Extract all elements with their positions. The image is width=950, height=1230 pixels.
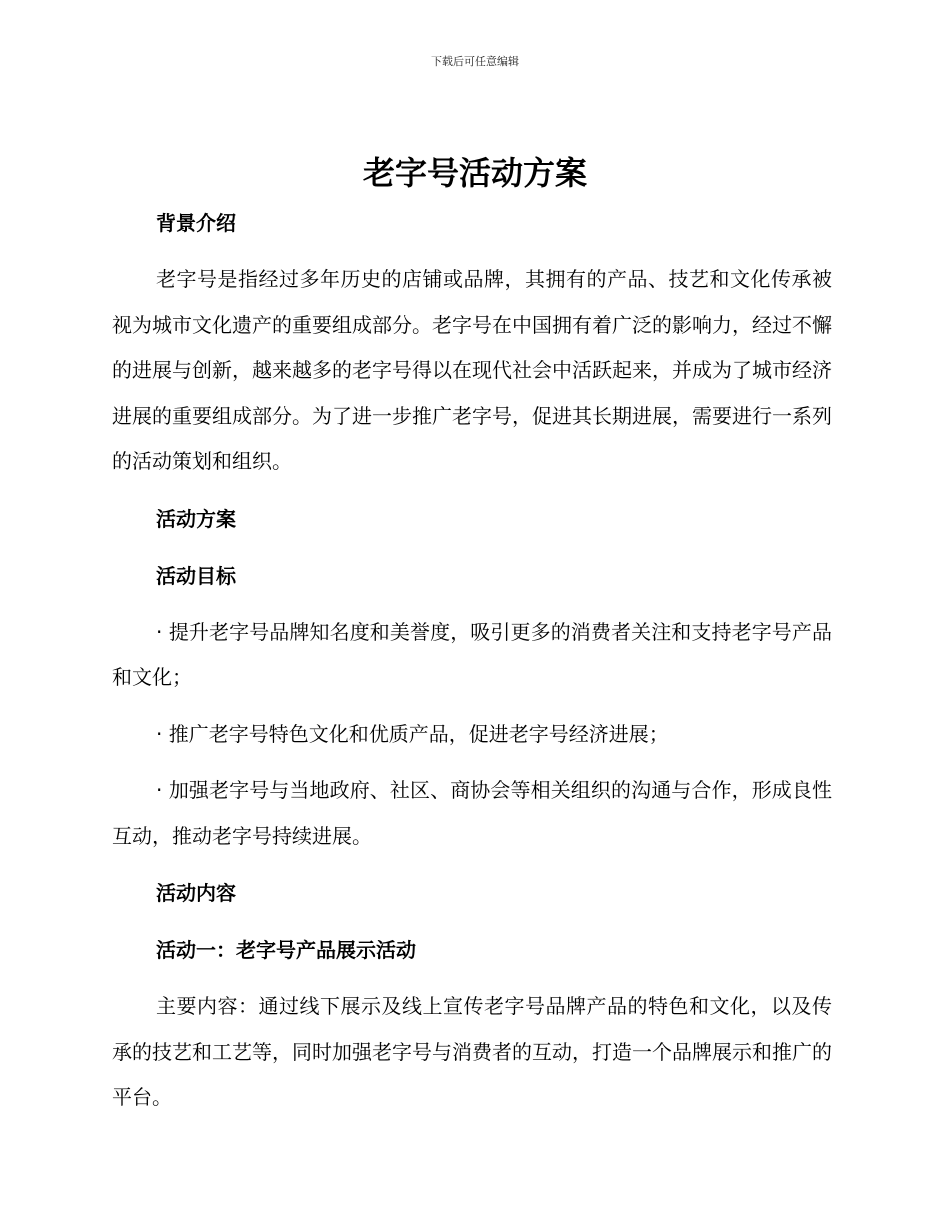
paragraph-background: 老字号是指经过多年历史的店铺或品牌，其拥有的产品、技艺和文化传承被视为城市文化遗产的重要组成部分。老字号在中国拥有着广泛的影响力，经过不懈的进展与创新，越来越多的老字号得以在现代社会中活跃起来，并成为了城市经济进展的重要组成部分。为了进一步推广老字号，促进其长期进展，需要进行一系列的活动策划和组织。	[112, 267, 832, 473]
heading-activity-goals: 活动目标	[156, 563, 236, 588]
heading-background: 背景介绍	[156, 211, 236, 235]
paragraph-activity-one: 主要内容：通过线下展示及线上宣传老字号品牌产品的特色和文化，以及传承的技艺和工艺等，同时加强老字号与消费者的互动，打造一个品牌展示和推广的平台。	[112, 994, 832, 1109]
goal-item-1: · 提升老字号品牌知名度和美誉度，吸引更多的消费者关注和支持老字号产品和文化；	[112, 619, 832, 689]
document-body	[112, 200, 832, 1132]
goal-item-2: · 推广老字号特色文化和优质产品，促进老字号经济进展；	[156, 721, 669, 746]
heading-activity-content: 活动内容	[156, 881, 236, 905]
document-title: 老字号活动方案	[362, 154, 587, 192]
heading-activity-one: 活动一：老字号产品展示活动	[156, 938, 416, 962]
goal-item-3: · 加强老字号与当地政府、社区、商协会等相关组织的沟通与合作，形成良性互动，推动老字号持续进展。	[112, 778, 832, 848]
heading-activity-plan: 活动方案	[156, 506, 236, 531]
page-header-note: 下载后可任意编辑	[431, 55, 519, 68]
